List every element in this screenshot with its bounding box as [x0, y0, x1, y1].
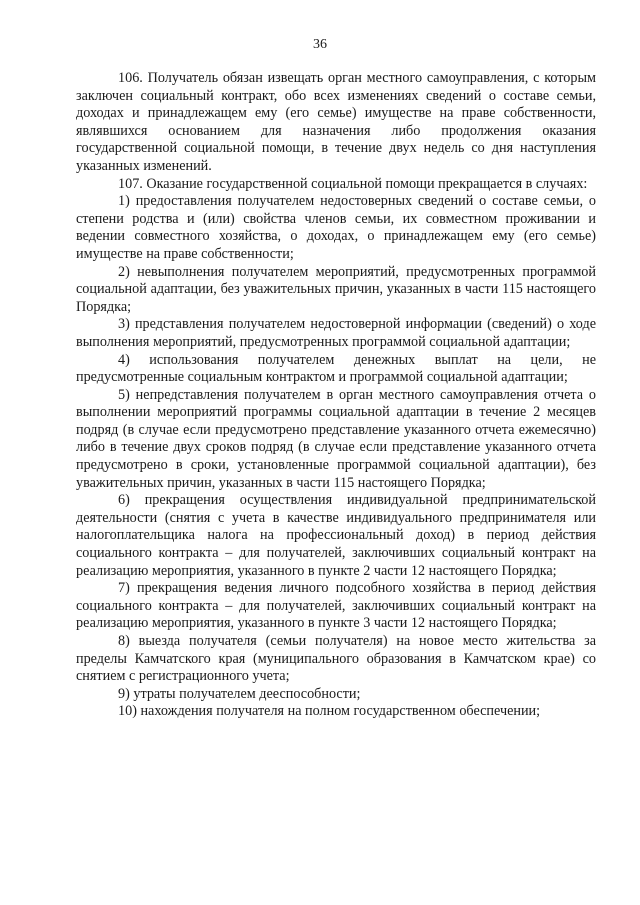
list-item-7: 7) прекращения ведения личного подсобного хозяйства в период действия социального контракта – для получателей, заключивших социальный контракт на реализацию мероприятия, указанного в пункте 3 части 12 настоящего Порядка;: [76, 580, 596, 632]
list-item-6: 6) прекращения осуществления индивидуальной предпринимательской деятельности (снятия с учета в качестве индивидуального предпринимателя или налогоплательщика налога на профессиональный доход) в период действия социального контракта – для получателей, заключивших социальный контракт на реализацию мероприятия, указанного в пункте 2 части 12 настоящего Порядка;: [76, 492, 596, 579]
list-item-10: 10) нахождения получателя на полном государственном обеспечении;: [118, 703, 541, 720]
list-item-9: 9) утраты получателем дееспособности;: [118, 685, 361, 702]
list-item-2: 2) невыполнения получателем мероприятий, предусмотренных программой социальной адаптации, без уважительных причин, указанных в части 115 настоящего Порядка;: [76, 263, 596, 315]
list-item-1: 1) предоставления получателем недостоверных сведений о составе семьи, о степени родства и (или) свойства членов семьи, их совместном проживании и ведении совместного хозяйства, о доходах, о принадлежащем ему (его семье) имуществе на праве собственности;: [76, 193, 596, 262]
paragraph-107: 107. Оказание государственной социальной помощи прекращается в случаях:: [118, 175, 588, 192]
list-item-8: 8) выезда получателя (семьи получателя) на новое место жительства за пределы Камчатского края (муниципального образования в Камчатском крае) со снятием с регистрационного учета;: [76, 633, 596, 685]
document-body: [76, 70, 596, 721]
list-item-3: 3) представления получателем недостоверной информации (сведений) о ходе выполнения мероприятий, предусмотренных программой социальной адаптации;: [76, 316, 596, 350]
list-item-4: 4) использования получателем денежных выплат на цели, не предусмотренные социальным контрактом и программой социальной адаптации;: [76, 351, 596, 386]
list-item-5: 5) непредставления получателем в орган местного самоуправления отчета о выполнении мероприятий программы социальной адаптации в течение 2 месяцев подряд (в случае если предусмотрено представление указанного отчета ежемесячно) либо в течение двух сроков подряд (в случае если представление указанного отчета предусмотрено в сроки, установленные программой социальной адаптации), без уважительных причин, указанных в части 115 настоящего Порядка;: [76, 386, 596, 491]
paragraph-106: 106. Получатель обязан извещать орган местного самоуправления, с которым заключен социальный контракт, обо всех изменениях сведений о составе семьи, доходах и принадлежащем ему (его семье) имуществе на праве собственности, являвшихся основанием для назначения либо продолжения оказания государственной социальной помощи, в течение двух недель со дня наступления указанных изменений.: [76, 70, 596, 174]
page-number: 36: [313, 37, 327, 52]
